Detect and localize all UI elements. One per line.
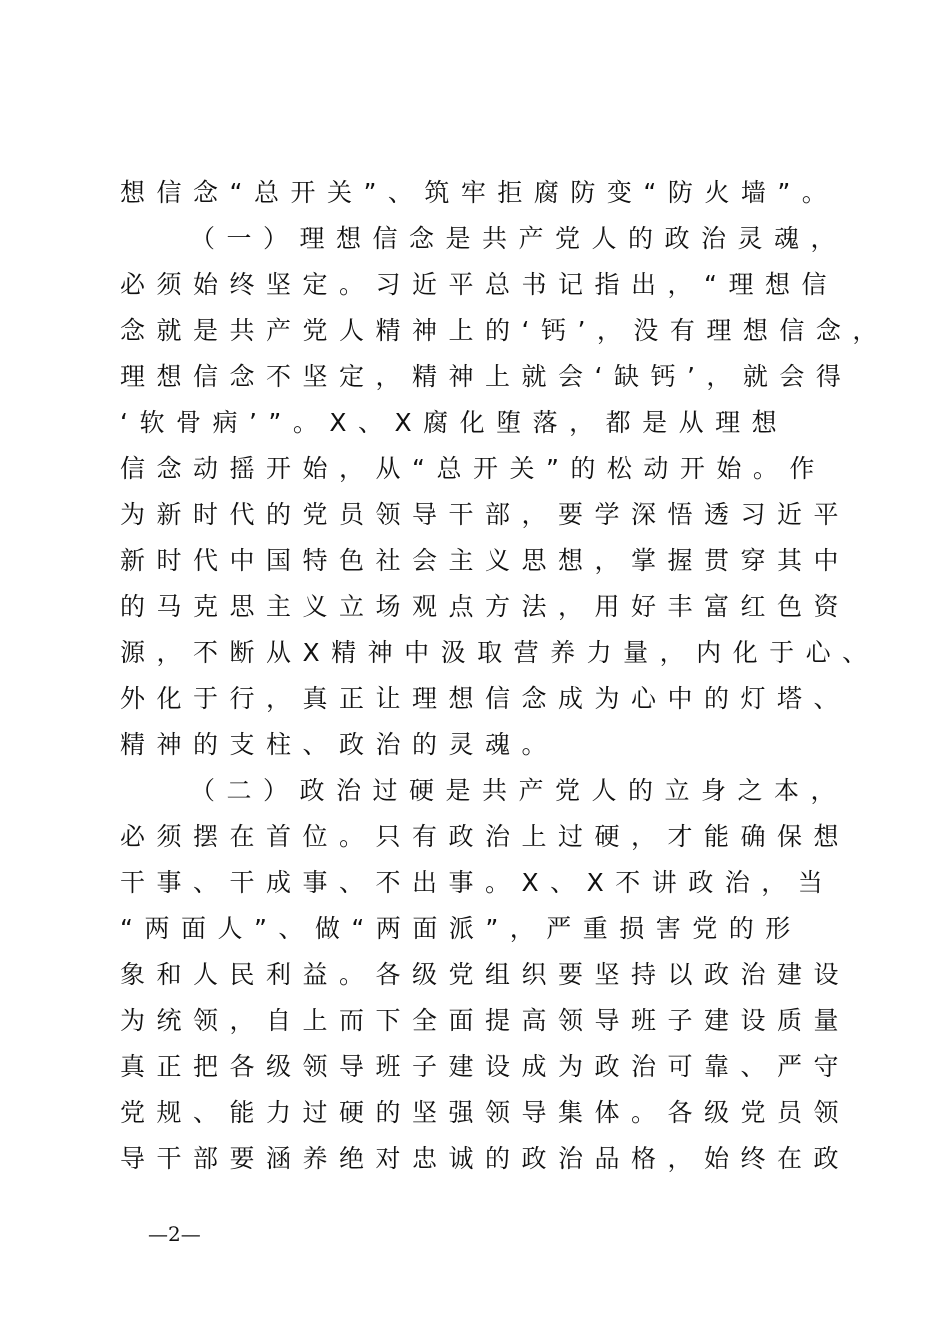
text-line: 理想信念不坚定，精神上就会‘缺钙’，就会得 xyxy=(120,362,853,391)
text-line: ‘软骨病’”。X、X腐化堕落，都是从理想 xyxy=(120,408,789,437)
text-line: 精神的支柱、政治的灵魂。 xyxy=(120,730,559,759)
text-line: 必须摆在首位。只有政治上过硬，才能确保想 xyxy=(120,822,851,851)
page-number: —2— xyxy=(148,1222,201,1246)
section-heading-1: （一）理想信念是共产党人的政治灵魂， xyxy=(190,224,848,253)
text-line: 干事、干成事、不出事。X、X不讲政治，当 xyxy=(120,868,835,897)
text-line: 外化于行，真正让理想信念成为心中的灯塔、 xyxy=(120,684,851,713)
text-line: 想信念“总开关”、筑牢拒腐防变“防火墙”。 xyxy=(120,178,839,207)
text-line: 源，不断从X精神中汲取营养力量，内化于心、 xyxy=(120,638,879,667)
text-line: 信念动摇开始，从“总开关”的松动开始。作 xyxy=(120,454,826,483)
text-line: 导干部要涵养绝对忠诚的政治品格，始终在政 xyxy=(120,1144,851,1173)
text-line: 党规、能力过硬的坚强领导集体。各级党员领 xyxy=(120,1098,851,1127)
text-line: “两面人”、做“两面派”，严重损害党的形 xyxy=(120,914,802,943)
text-line: 念就是共产党人精神上的‘钙’，没有理想信念， xyxy=(120,316,889,345)
section-heading-2: （二）政治过硬是共产党人的立身之本， xyxy=(190,776,848,805)
text-line: 必须始终坚定。习近平总书记指出，“理想信 xyxy=(120,270,838,299)
text-line: 真正把各级领导班子建设成为政治可靠、严守 xyxy=(120,1052,851,1081)
text-line: 象和人民利益。各级党组织要坚持以政治建设 xyxy=(120,960,851,989)
text-line: 为统领，自上而下全面提高领导班子建设质量 xyxy=(120,1006,851,1035)
text-line: 为新时代的党员领导干部，要学深悟透习近平 xyxy=(120,500,851,529)
text-line: 的马克思主义立场观点方法，用好丰富红色资 xyxy=(120,592,851,621)
text-line: 新时代中国特色社会主义思想，掌握贯穿其中 xyxy=(120,546,851,575)
